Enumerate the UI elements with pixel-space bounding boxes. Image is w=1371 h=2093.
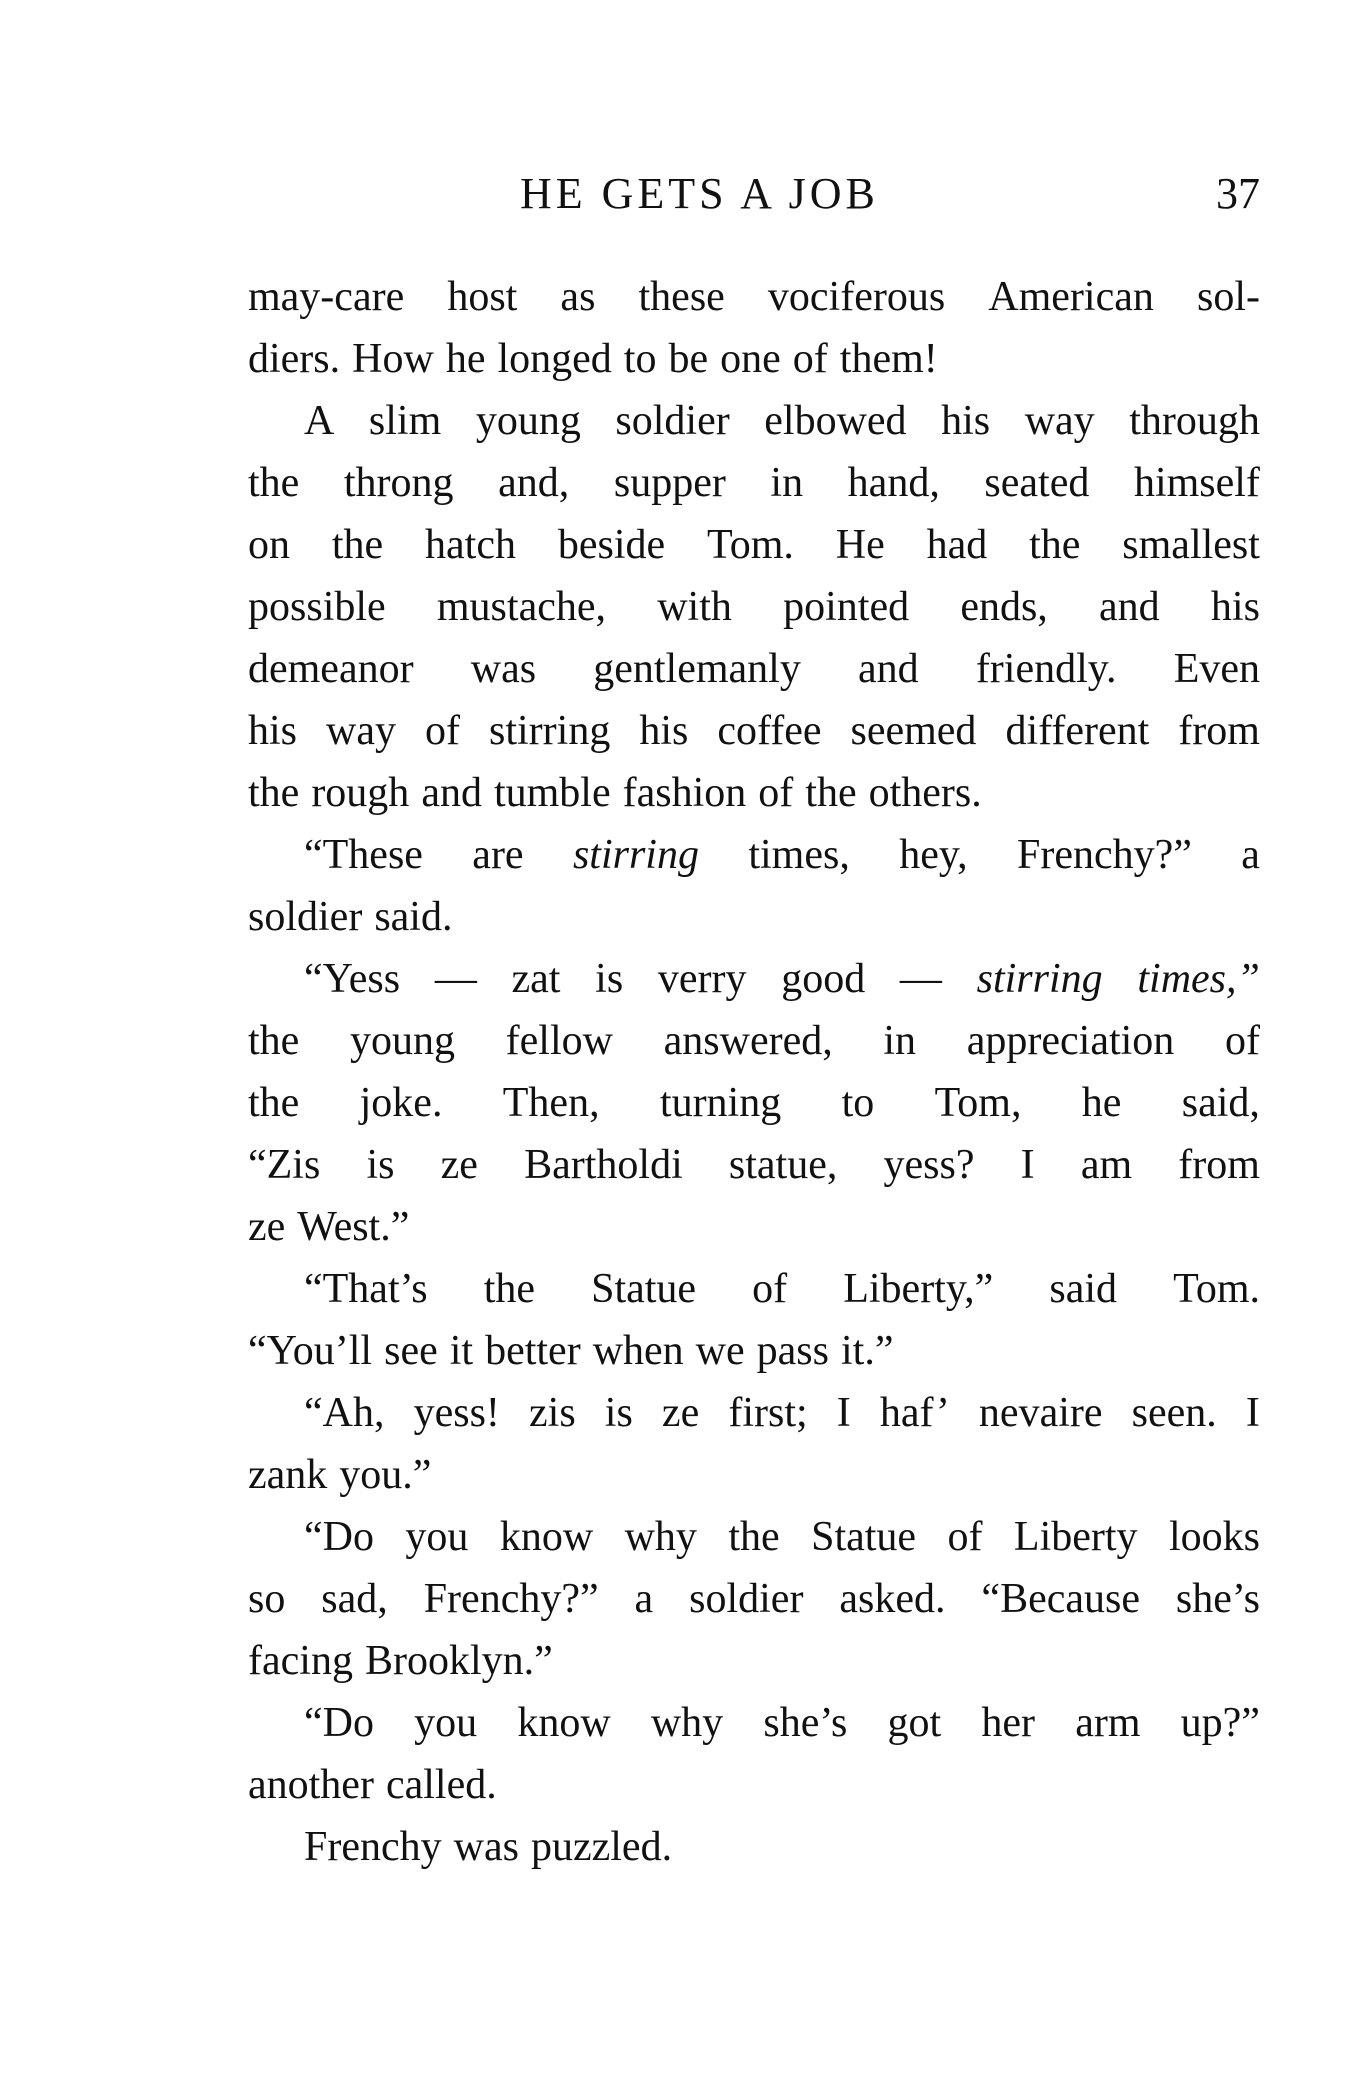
word: and	[858, 646, 919, 692]
word: his	[248, 708, 298, 754]
word: zank	[248, 1452, 328, 1498]
text-line	[248, 1196, 1260, 1258]
word: of	[947, 1514, 983, 1560]
word: rough	[311, 770, 410, 816]
word: his	[941, 398, 991, 444]
word: in	[883, 1018, 917, 1064]
word: turning	[659, 1080, 782, 1126]
word: mustache,	[436, 584, 606, 630]
text-line	[248, 1320, 1260, 1382]
word: “Yess	[304, 956, 401, 1002]
word: of	[758, 770, 794, 816]
word: host	[447, 274, 518, 320]
word: demeanor	[248, 646, 414, 692]
word: joke.	[359, 1080, 443, 1126]
word: the	[248, 460, 300, 506]
word: haf’	[879, 1390, 950, 1436]
word: said.	[374, 894, 453, 940]
word: young	[475, 398, 581, 444]
word: sol-	[1196, 274, 1260, 320]
word: said,	[1181, 1080, 1260, 1126]
word: the	[248, 1018, 300, 1064]
word: stirring	[976, 956, 1103, 1002]
text-line	[248, 1692, 1260, 1754]
word: possible	[248, 584, 386, 630]
word: —	[899, 956, 942, 1002]
word: another	[248, 1762, 374, 1808]
word: why	[624, 1514, 697, 1560]
word: How	[352, 336, 434, 382]
word: of	[792, 336, 828, 382]
word: ze	[248, 1204, 286, 1250]
word: yess!	[413, 1390, 500, 1436]
word: one	[720, 336, 781, 382]
word: ze	[440, 1142, 478, 1188]
word: “You’ll	[248, 1328, 373, 1374]
word: zis	[529, 1390, 576, 1436]
word: soldier	[615, 398, 730, 444]
word: from	[1178, 1142, 1260, 1188]
word: are	[472, 832, 524, 878]
word: fashion	[622, 770, 747, 816]
word: he	[445, 336, 486, 382]
word: had	[926, 522, 988, 568]
text-line	[248, 1754, 1260, 1816]
word: a	[634, 1576, 654, 1622]
word: ends,	[960, 584, 1048, 630]
word: so	[248, 1576, 286, 1622]
word: of	[425, 708, 460, 754]
word: I	[1020, 1142, 1035, 1188]
word: we	[695, 1328, 745, 1374]
word: called.	[385, 1762, 497, 1808]
word: statue,	[728, 1142, 838, 1188]
word: the	[805, 770, 857, 816]
word: he	[1081, 1080, 1122, 1126]
word: of	[752, 1266, 788, 1312]
word: coffee	[717, 708, 822, 754]
word: A	[304, 398, 335, 444]
word: facing	[248, 1638, 353, 1684]
word: slim	[368, 398, 442, 444]
word: pass	[756, 1328, 829, 1374]
word: pointed	[783, 584, 910, 630]
running-head: HE GETS A JOB	[520, 169, 879, 218]
word: way	[326, 708, 396, 754]
text-line	[248, 1444, 1260, 1506]
word: got	[887, 1700, 942, 1746]
word: see	[384, 1328, 438, 1374]
word: Liberty,”	[843, 1266, 994, 1312]
word: I	[1245, 1390, 1260, 1436]
word: longed	[497, 336, 612, 382]
word: Statue	[811, 1514, 917, 1560]
word: is	[604, 1390, 633, 1436]
word: appreciation	[966, 1018, 1175, 1064]
word: of	[1224, 1018, 1260, 1064]
word: ze	[661, 1390, 700, 1436]
word: in	[770, 460, 804, 506]
word: said	[1049, 1266, 1118, 1312]
word: Brooklyn.”	[364, 1638, 553, 1684]
word: know	[499, 1514, 594, 1560]
word: Frenchy?”	[1016, 832, 1192, 878]
word: hey,	[899, 832, 968, 878]
word: verry	[657, 956, 747, 1002]
word: answered,	[663, 1018, 833, 1064]
word: you	[414, 1700, 478, 1746]
word: others.	[868, 770, 982, 816]
text-line	[248, 328, 1260, 390]
page-number: 37	[1216, 169, 1260, 218]
word: his	[639, 708, 689, 754]
word: different	[1005, 708, 1150, 754]
word: himself	[1133, 460, 1260, 506]
word: soldier	[248, 894, 363, 940]
word: throng	[343, 460, 454, 506]
word: “Zis	[248, 1142, 321, 1188]
word: fellow	[505, 1018, 613, 1064]
word: you	[405, 1514, 469, 1560]
word: puzzled.	[530, 1824, 673, 1870]
word: it.”	[841, 1328, 894, 1374]
text-line	[248, 762, 1260, 824]
word: was	[470, 646, 537, 692]
text-line	[248, 1568, 1260, 1630]
word: from	[1178, 708, 1260, 754]
word: to	[623, 336, 657, 382]
word: and,	[498, 460, 570, 506]
word: the	[728, 1514, 780, 1560]
word: “Because	[981, 1576, 1140, 1622]
word: friendly.	[975, 646, 1117, 692]
text-line	[248, 514, 1260, 576]
word: Even	[1173, 646, 1260, 692]
word: when	[592, 1328, 684, 1374]
word: zat	[511, 956, 561, 1002]
word: Then,	[502, 1080, 600, 1126]
word: elbowed	[764, 398, 907, 444]
word: these	[638, 274, 725, 320]
word: Liberty	[1013, 1514, 1138, 1560]
text-line	[248, 824, 1260, 886]
text-line	[248, 390, 1260, 452]
text-line	[248, 1258, 1260, 1320]
word: He	[835, 522, 885, 568]
word: first;	[728, 1390, 808, 1436]
word: “Ah,	[304, 1390, 385, 1436]
word: young	[349, 1018, 455, 1064]
word: to	[841, 1080, 875, 1126]
word: times,	[748, 832, 850, 878]
word: Frenchy	[304, 1824, 442, 1870]
word: tumble	[493, 770, 611, 816]
word: West.”	[297, 1204, 410, 1250]
word: diers.	[248, 336, 341, 382]
word: Bartholdi	[524, 1142, 683, 1188]
word: looks	[1168, 1514, 1260, 1560]
word: know	[517, 1700, 611, 1746]
text-line	[248, 1630, 1260, 1692]
word: his	[1210, 584, 1260, 630]
word: seated	[984, 460, 1090, 506]
word: better	[485, 1328, 581, 1374]
word: stirring	[489, 708, 611, 754]
word: times,”	[1137, 956, 1260, 1002]
word: gentlemanly	[593, 646, 801, 692]
word: seen.	[1131, 1390, 1217, 1436]
text-line	[248, 452, 1260, 514]
word: and	[421, 770, 482, 816]
word: why	[650, 1700, 724, 1746]
word: arm	[1075, 1700, 1141, 1746]
text-line	[248, 1072, 1260, 1134]
word: soldier	[689, 1576, 804, 1622]
word: hatch	[425, 522, 516, 568]
word: you.”	[339, 1452, 432, 1498]
word: them!	[839, 336, 938, 382]
text-line	[248, 576, 1260, 638]
text-line	[248, 1382, 1260, 1444]
word: a	[1241, 832, 1260, 878]
word: “These	[304, 832, 423, 878]
word: with	[657, 584, 732, 630]
word: “Do	[304, 1514, 374, 1560]
word: “That’s	[304, 1266, 428, 1312]
word: am	[1080, 1142, 1133, 1188]
word: stirring	[572, 832, 699, 878]
text-line	[248, 700, 1260, 762]
word: way	[1024, 398, 1095, 444]
word: the	[331, 522, 384, 568]
word: the	[248, 770, 300, 816]
word: and	[1099, 584, 1160, 630]
text-line	[248, 948, 1260, 1010]
word: hand,	[847, 460, 940, 506]
word: the	[248, 1080, 300, 1126]
word: —	[434, 956, 477, 1002]
word: may-care	[248, 274, 405, 320]
word: Statue	[591, 1266, 697, 1312]
word: vociferous	[767, 274, 946, 320]
word: is	[595, 956, 624, 1002]
word: I	[836, 1390, 851, 1436]
word: nevaire	[978, 1390, 1103, 1436]
word: she’s	[1175, 1576, 1260, 1622]
word: it	[449, 1328, 474, 1374]
text-line	[248, 1816, 1260, 1878]
word: the	[1029, 522, 1081, 568]
word: Tom.	[1173, 1266, 1260, 1312]
word: was	[453, 1824, 519, 1870]
word: the	[483, 1266, 536, 1312]
word: supper	[613, 460, 726, 506]
word: American	[988, 274, 1154, 320]
word: on	[248, 522, 290, 568]
word: good	[781, 956, 866, 1002]
word: “Do	[304, 1700, 374, 1746]
word: beside	[557, 522, 666, 568]
word: smallest	[1122, 522, 1260, 568]
text-line	[248, 1506, 1260, 1568]
word: Tom,	[934, 1080, 1022, 1126]
word: seemed	[850, 708, 977, 754]
word: be	[668, 336, 709, 382]
text-line	[248, 1010, 1260, 1072]
page-header	[248, 168, 1260, 238]
text-line	[248, 1134, 1260, 1196]
body-text	[248, 266, 1260, 1878]
word: up?”	[1180, 1700, 1260, 1746]
word: asked.	[839, 1576, 946, 1622]
word: her	[981, 1700, 1036, 1746]
word: as	[560, 274, 596, 320]
word: yess?	[883, 1142, 975, 1188]
text-line	[248, 638, 1260, 700]
word: Tom.	[707, 522, 794, 568]
word: is	[366, 1142, 395, 1188]
word: Frenchy?”	[423, 1576, 599, 1622]
word: through	[1129, 398, 1260, 444]
text-line	[248, 266, 1260, 328]
text-line	[248, 886, 1260, 948]
word: she’s	[763, 1700, 848, 1746]
word: sad,	[321, 1576, 388, 1622]
